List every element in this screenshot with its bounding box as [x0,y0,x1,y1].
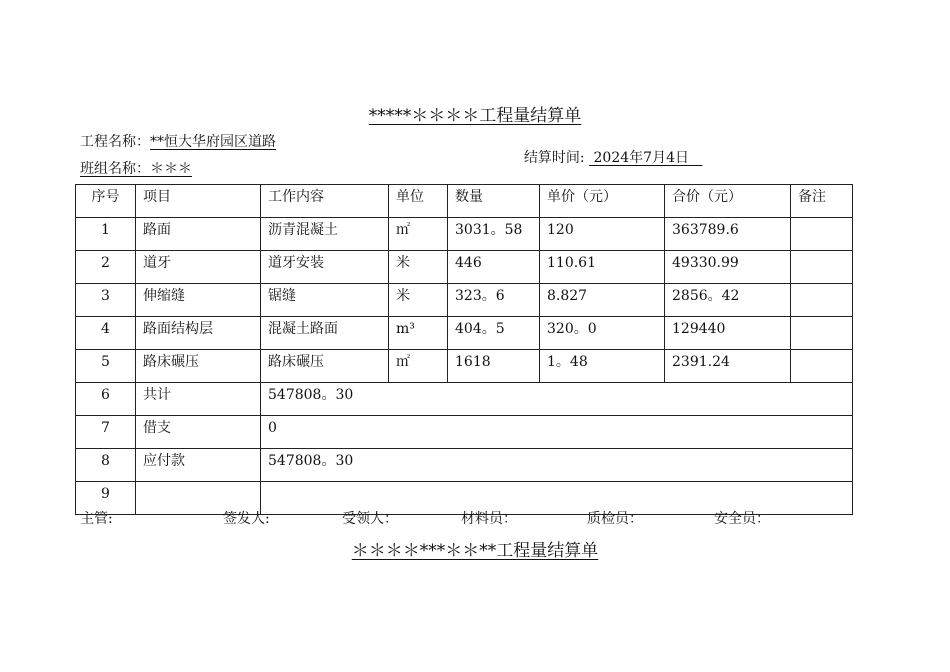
table-cell: 借支 [136,416,261,449]
header-cell: 合价（元） [665,185,791,218]
settlement-time-value: 2024年7月4日 [589,150,703,166]
summary-row [76,383,853,416]
table-row [76,251,853,284]
table-cell: 3 [76,284,136,317]
table-cell: 2 [76,251,136,284]
table-cell: 5 [76,350,136,383]
table-row [76,317,853,350]
settlement-time-row [515,131,702,167]
table-cell: 363789.6 [665,218,791,251]
table-cell: 应付款 [136,449,261,482]
table-header-row [76,185,853,218]
table-cell: 伸缩缝 [136,284,261,317]
table-cell: 米 [389,284,448,317]
table-cell: 446 [448,251,540,284]
table-cell: 547808。30 [261,449,853,482]
settlement-time-label: 结算时间: [523,150,590,166]
signature-issuer: 签发人: [223,511,270,527]
table-cell [791,350,853,383]
table-cell: 1 [76,218,136,251]
table-cell [791,218,853,251]
table-cell: 3031。58 [448,218,540,251]
signature-recipient: 受领人： [342,511,398,527]
table-cell: 1618 [448,350,540,383]
table-cell: 7 [76,416,136,449]
team-name-row [80,158,192,178]
summary-row [76,416,853,449]
summary-row [76,449,853,482]
table-cell: 8 [76,449,136,482]
table-cell: 锯缝 [261,284,389,317]
table-cell: m³ [389,317,448,350]
document-title: *****＊＊＊＊工程量结算单 [368,106,582,126]
table-cell: 混凝土路面 [261,317,389,350]
table-cell: 1。48 [540,350,665,383]
table-cell [791,317,853,350]
table-cell: 沥青混凝土 [261,218,389,251]
signature-safety: 安全员： [714,511,770,527]
footer-title: ＊＊＊＊***＊＊**工程量结算单 [351,541,599,561]
table-cell: 9 [76,482,136,515]
project-name-value: **恒大华府园区道路 [150,134,276,150]
header-cell: 项目 [136,185,261,218]
table-cell: 2856。42 [665,284,791,317]
table-row [76,218,853,251]
project-name-row [80,131,276,151]
table-cell: 6 [76,383,136,416]
table-cell: 323。6 [448,284,540,317]
table-cell: ㎡ [389,218,448,251]
table-cell: 49330.99 [665,251,791,284]
signature-supervisor: 主管: [80,511,113,527]
table-cell: 320。0 [540,317,665,350]
team-name-value: ＊＊＊ [150,161,192,177]
table-cell: 路面结构层 [136,317,261,350]
header-cell: 工作内容 [261,185,389,218]
header-cell: 数量 [448,185,540,218]
table-cell: 120 [540,218,665,251]
table-row [76,350,853,383]
table-cell: 2391.24 [665,350,791,383]
table-cell: 路床碾压 [261,350,389,383]
signature-quality: 质检员： [587,511,643,527]
table-cell: ㎡ [389,350,448,383]
signature-materials: 材料员： [461,511,517,527]
header-cell: 备注 [791,185,853,218]
table-cell: 路床碾压 [136,350,261,383]
table-cell: 道牙 [136,251,261,284]
settlement-table [75,184,853,515]
table-cell: 道牙安装 [261,251,389,284]
table-cell: 共计 [136,383,261,416]
project-name-label: 工程名称： [80,134,150,150]
team-name-label: 班组名称： [80,161,150,177]
header-cell: 单价（元） [540,185,665,218]
table-cell: 0 [261,416,853,449]
table-cell: 547808。30 [261,383,853,416]
table-cell: 路面 [136,218,261,251]
table-cell: 110.61 [540,251,665,284]
table-cell [791,284,853,317]
table-cell: 米 [389,251,448,284]
table-cell: 4 [76,317,136,350]
table-cell [791,251,853,284]
table-cell: 404。5 [448,317,540,350]
table-cell: 8.827 [540,284,665,317]
table-cell: 129440 [665,317,791,350]
header-cell: 序号 [76,185,136,218]
table-row [76,284,853,317]
header-cell: 单位 [389,185,448,218]
